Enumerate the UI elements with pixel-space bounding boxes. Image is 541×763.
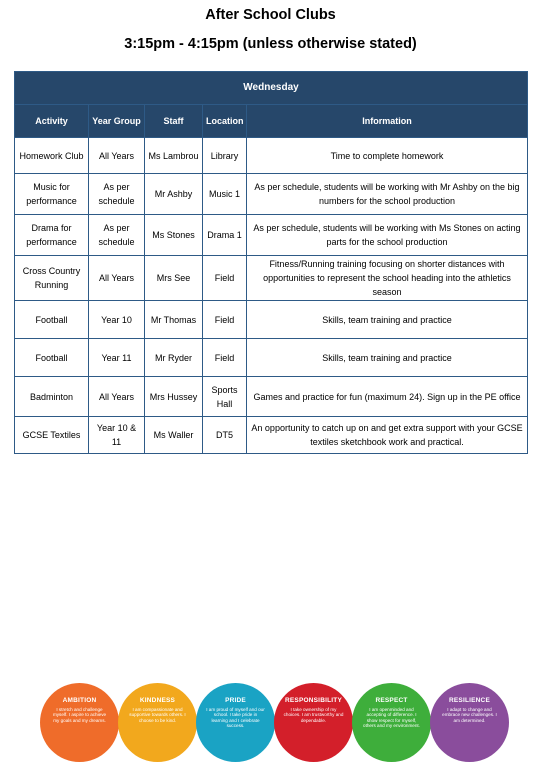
location-cell: Field (203, 339, 247, 377)
information-cell: As per schedule, students will be working with Ms Stones on acting parts for the school production (247, 215, 528, 256)
value-badge (352, 683, 431, 762)
year-group-cell: All Years (89, 138, 145, 174)
information-cell: Skills, team training and practice (247, 301, 528, 339)
location-cell: Sports Hall (203, 377, 247, 417)
activity-cell: Football (15, 301, 89, 339)
value-badge (118, 683, 197, 762)
value-description: I am openminded and accepting of difference. I show respect for myself, others and my environment. (363, 707, 420, 729)
activity-cell: Badminton (15, 377, 89, 417)
activity-cell: Homework Club (15, 138, 89, 174)
activity-cell: Football (15, 339, 89, 377)
table-row (15, 256, 528, 301)
staff-cell: Mr Thomas (145, 301, 203, 339)
location-cell: Drama 1 (203, 215, 247, 256)
staff-cell: Ms Stones (145, 215, 203, 256)
activity-cell: GCSE Textiles (15, 417, 89, 454)
year-group-cell: As per schedule (89, 215, 145, 256)
column-header: Information (247, 105, 528, 138)
value-description: I am compassionate and supportive towards others. I choose to be kind. (129, 707, 186, 723)
value-badge (196, 683, 275, 762)
location-cell: DT5 (203, 417, 247, 454)
table-body (15, 138, 528, 454)
value-title: KINDNESS (139, 697, 176, 704)
table-row (15, 417, 528, 454)
table-row (15, 339, 528, 377)
staff-cell: Mrs Hussey (145, 377, 203, 417)
column-header: Staff (145, 105, 203, 138)
page-title: After School Clubs (205, 7, 336, 23)
value-title: AMBITION (62, 697, 97, 704)
staff-cell: Ms Lambrou (145, 138, 203, 174)
clubs-table (14, 71, 528, 454)
activity-cell: Music for performance (15, 174, 89, 215)
value-title: RESILIENCE (448, 697, 490, 704)
activity-cell: Cross Country Running (15, 256, 89, 301)
table-row (15, 138, 528, 174)
day-header: Wednesday (15, 72, 528, 105)
information-cell: As per schedule, students will be working with Mr Ashby on the big numbers for the school production (247, 174, 528, 215)
value-title: RESPONSIBILITY (285, 697, 342, 704)
information-cell: Fitness/Running training focusing on shorter distances with opportunities to represent the school heading into the athletics season (247, 256, 528, 301)
year-group-cell: Year 11 (89, 339, 145, 377)
information-cell: Time to complete homework (247, 138, 528, 174)
information-cell: Games and practice for fun (maximum 24). Sign up in the PE office (247, 377, 528, 417)
staff-cell: Mr Ryder (145, 339, 203, 377)
location-cell: Library (203, 138, 247, 174)
year-group-cell: As per schedule (89, 174, 145, 215)
year-group-cell: All Years (89, 377, 145, 417)
value-title: RESPECT (375, 697, 408, 704)
staff-cell: Mrs See (145, 256, 203, 301)
year-group-cell: All Years (89, 256, 145, 301)
information-cell: Skills, team training and practice (247, 339, 528, 377)
value-badge (40, 683, 119, 762)
information-cell: An opportunity to catch up on and get extra support with your GCSE textiles sketchbook work and practical. (247, 417, 528, 454)
value-description: I stretch and challenge myself. I aspire to achieve my goals and my dreams. (52, 707, 107, 723)
school-values-banner (40, 683, 510, 763)
column-header-row (15, 105, 528, 138)
table-row (15, 215, 528, 256)
staff-cell: Mr Ashby (145, 174, 203, 215)
staff-cell: Ms Waller (145, 417, 203, 454)
column-header: Year Group (89, 105, 145, 138)
value-description: I am proud of myself and our school. I take pride in learning and I celebrate success. (206, 707, 265, 729)
table-row (15, 301, 528, 339)
value-badge (274, 683, 353, 762)
value-title: PRIDE (225, 697, 246, 704)
year-group-cell: Year 10 & 11 (89, 417, 145, 454)
value-badge (430, 683, 509, 762)
page-subtitle: 3:15pm - 4:15pm (unless otherwise stated) (124, 36, 417, 52)
value-description: I adapt to change and embrace new challenges. I am determined. (442, 707, 497, 723)
table-row (15, 174, 528, 215)
column-header: Location (203, 105, 247, 138)
table-row (15, 377, 528, 417)
year-group-cell: Year 10 (89, 301, 145, 339)
value-description: I take ownership of my choices. I am trustworthy and dependable. (283, 707, 344, 723)
column-header: Activity (15, 105, 89, 138)
activity-cell: Drama for performance (15, 215, 89, 256)
location-cell: Music 1 (203, 174, 247, 215)
location-cell: Field (203, 301, 247, 339)
location-cell: Field (203, 256, 247, 301)
